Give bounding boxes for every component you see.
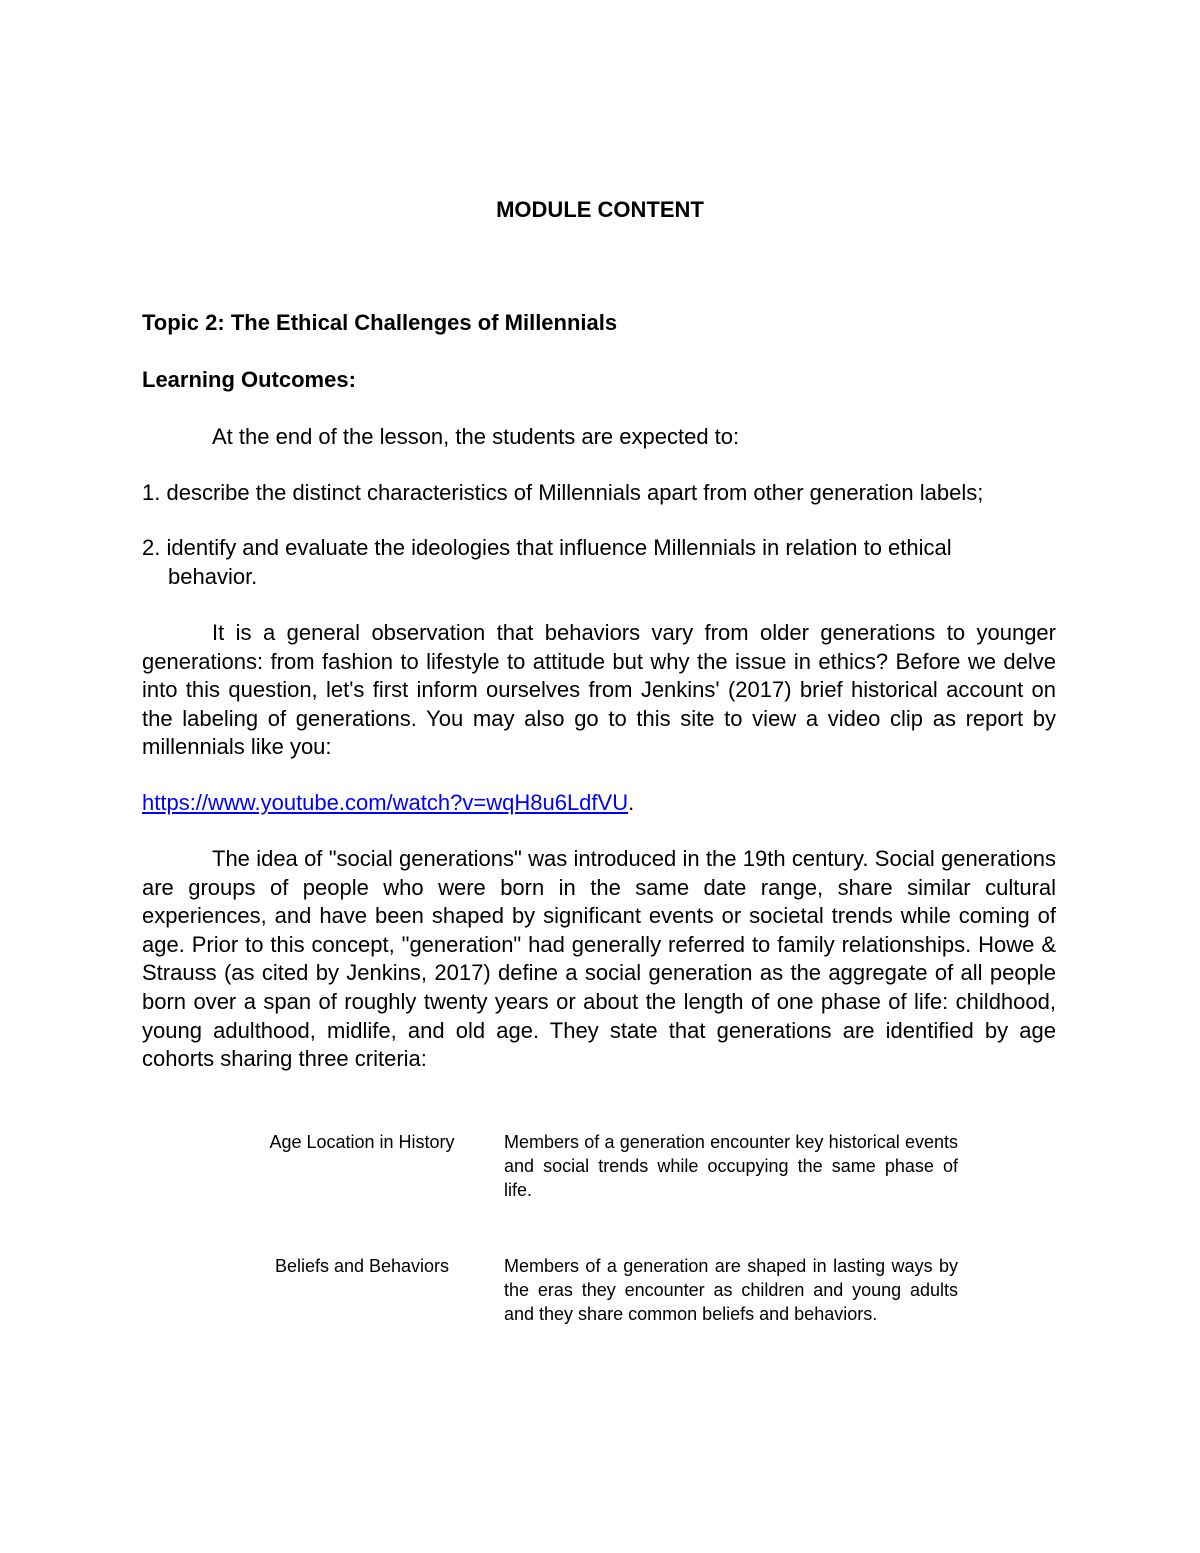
outcome-number: 2. <box>142 535 161 560</box>
criteria-label: Beliefs and Behaviors <box>274 1256 450 1276</box>
criteria-description: Members of a generation are shaped in lasting ways by the eras they encounter as children and young adults and they share common beliefs and behaviors. <box>504 1256 958 1324</box>
outcome-text: identify and evaluate the ideologies that influence Millennials in relation to ethical <box>166 535 952 560</box>
learning-outcomes-intro: At the end of the lesson, the students are expected to: <box>212 424 740 449</box>
body-paragraph: The idea of "social generations" was introduced in the 19th century. Social generations are groups of people who were born in the same date range, share similar cultural experiences, and have been shaped by significant events or societal trends while coming of age. Prior to this concept, "generation" had generally referred to family relationships. Howe & Strauss (as cited by Jenkins, 2017) define a social generation as the aggregate of all people born over a span of roughly twenty years or about the length of one phase of life: childhood, young adulthood, midlife, and old age. They state that generations are identified by age cohorts sharing three criteria: <box>142 846 1056 1072</box>
learning-outcomes-heading: Learning Outcomes: <box>142 367 356 392</box>
criteria-label: Age Location in History <box>269 1132 455 1152</box>
outcome-text: describe the distinct characteristics of Millennials apart from other generation labels; <box>166 480 984 505</box>
youtube-link[interactable]: https://www.youtube.com/watch?v=wqH8u6LdfVU <box>142 790 629 815</box>
learning-outcome-item <box>142 479 1056 508</box>
outcome-text-continuation: behavior. <box>168 563 258 589</box>
learning-outcome-item <box>142 534 1056 591</box>
link-trailing-punctuation: . <box>628 790 635 815</box>
module-title: MODULE CONTENT <box>496 197 704 222</box>
outcome-number: 1. <box>142 480 161 505</box>
topic-title: Topic 2: The Ethical Challenges of Millennials <box>142 310 618 335</box>
criteria-description: Members of a generation encounter key historical events and social trends while occupying the same phase of life. <box>504 1132 958 1200</box>
body-paragraph: It is a general observation that behaviors vary from older generations to younger generations: from fashion to lifestyle to attitude but why the issue in ethics? Before we delve into this question, let's first inform ourselves from Jenkins' (2017) brief historical account on the labeling of generations. You may also go to this site to view a video clip as report by millennials like you: <box>142 620 1056 760</box>
video-link-line <box>142 789 634 817</box>
